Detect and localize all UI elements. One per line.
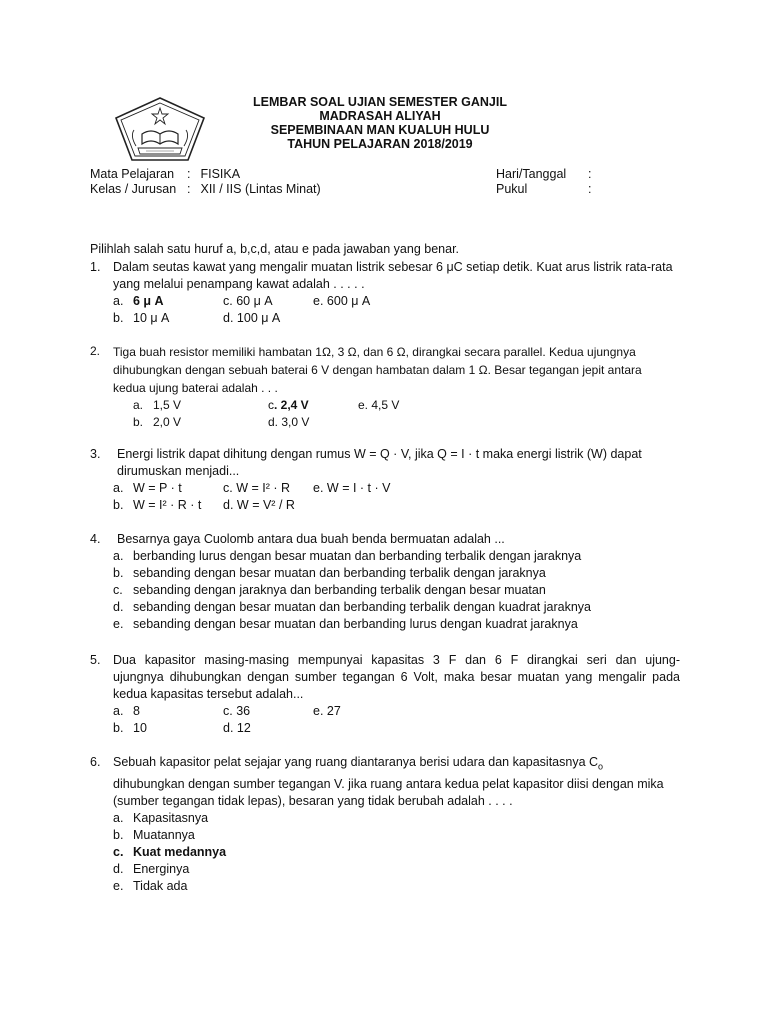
- option-d[interactable]: Energinya: [133, 861, 190, 876]
- option-c[interactable]: . 2,4 V: [274, 398, 309, 412]
- option-e[interactable]: 4,5 V: [371, 398, 400, 412]
- date-label: Hari/Tanggal: [496, 167, 567, 181]
- question-5: 5. Dua kapasitor masing-masing mempunyai kapasitas 3 F dan 6 F dirangkai seri dan ujung- ujungnya dihubungkan dengan sumber tegangan 6 Volt, maka besar muatan yang mengalir pada kedua kapasitas tersebut adalah... a. 8 c. 36 e. 27 b. 10 d. 12: [90, 653, 680, 735]
- option-d[interactable]: W = V² / R: [236, 498, 295, 512]
- class-value: XII / IIS (Lintas Minat): [200, 182, 321, 196]
- exam-info-left: Mata Pelajaran : FISIKA Kelas / Jurusan : XII / IIS (Lintas Minat): [90, 167, 321, 196]
- question-2: 2. Tiga buah resistor memiliki hambatan 1Ω, 3 Ω, dan 6 Ω, dirangkai secara parallel. Kedua ujungnya dihubungkan dengan sebuah baterai 6 V dengan hambatan dalam 1 Ω. Besar tegangan jepit antara kedua ujung baterai adalah . . . a. 1,5 V c. 2,4 V e. 4,5 V b. 2,0 V d. 3,0 V: [90, 344, 642, 429]
- option-a[interactable]: 8: [133, 704, 140, 718]
- option-b[interactable]: Muatannya: [133, 827, 195, 842]
- option-a[interactable]: berbanding lurus dengan besar muatan dan berbanding terbalik dengan jaraknya: [133, 549, 582, 563]
- question-6: 6. Sebuah kapasitor pelat sejajar yang ruang diantaranya berisi udara dan kapasitasnya $C_o$ dihubungkan dengan sumber tegangan V. jika ruang antara kedua pelat kapasitor diisi dengan mika (sumber tegangan tidak lepas), besaran yang tidak berubah adalah . . . . a. Kapasitasnya b. Muatannya c. Kuat medannya d. Energinya e. Tidak ada: [90, 755, 664, 893]
- option-c[interactable]: 36: [236, 704, 251, 718]
- option-a[interactable]: W = P · t: [133, 481, 182, 495]
- question-3: 3. Energi listrik dapat dihitung dengan rumus W = Q · V, jika Q = I · t maka energi listrik (W) dapat dirumuskan menjadi... a. W = P · t c. W = I² · R e. W = I · t · V b. W = I² · R · t d. W = V² / R: [90, 447, 642, 512]
- option-e[interactable]: W = I · t · V: [326, 481, 391, 495]
- option-e[interactable]: 27: [326, 704, 341, 718]
- option-e[interactable]: 600 μ A: [326, 294, 371, 308]
- exam-header: [180, 95, 580, 151]
- option-e[interactable]: sebanding dengan besar muatan dan berbanding lurus dengan kuadrat jaraknya: [133, 617, 578, 631]
- question-1: 1. Dalam seutas kawat yang mengalir muatan listrik sebesar 6 μC setiap detik. Kuat arus listrik rata-rata yang melalui penampang kawat adalah . . . . . a. 6 μ A c. 60 μ A e. 600 μ A b. 10 μ A d. 100 μ A: [90, 260, 673, 325]
- option-d[interactable]: 100 μ A: [236, 311, 281, 325]
- option-b[interactable]: 2,0 V: [153, 415, 182, 429]
- option-d[interactable]: 12: [236, 721, 251, 735]
- header-line-1: LEMBAR SOAL UJIAN SEMESTER GANJIL: [253, 95, 507, 109]
- header-line-3: SEPEMBINAAN MAN KUALUH HULU: [270, 123, 490, 137]
- subject-label: Mata Pelajaran: [90, 167, 175, 181]
- time-label: Pukul: [496, 182, 528, 196]
- option-c[interactable]: 60 μ A: [236, 294, 273, 308]
- option-c[interactable]: sebanding dengan jaraknya dan berbanding terbalik dengan besar muatan: [133, 583, 546, 597]
- option-a[interactable]: 6 μ A: [133, 294, 164, 308]
- option-b[interactable]: 10 μ A: [133, 311, 170, 325]
- option-e[interactable]: Tidak ada: [133, 878, 188, 893]
- option-d[interactable]: 3,0 V: [281, 415, 310, 429]
- subject-value: FISIKA: [200, 167, 241, 181]
- option-b[interactable]: sebanding dengan besar muatan dan berbanding terbalik dengan jaraknya: [133, 566, 546, 580]
- header-line-2: MADRASAH ALIYAH: [319, 109, 441, 123]
- question-4: 4. Besarnya gaya Cuolomb antara dua buah benda bermuatan adalah ... a. berbanding lurus dengan besar muatan dan berbanding terbalik dengan jaraknya b. sebanding dengan besar muatan dan berbanding terbalik dengan jaraknya c. sebanding dengan jaraknya dan berbanding terbalik dengan besar muatan d. sebanding dengan besar muatan dan berbanding terbalik dengan kuadrat jaraknya e. sebanding dengan besar muatan dan berbanding lurus dengan kuadrat jaraknya: [90, 532, 591, 631]
- option-c[interactable]: W = I² · R: [236, 481, 291, 495]
- exam-info-right: Hari/Tanggal : Pukul :: [496, 167, 592, 196]
- class-label: Kelas / Jurusan: [90, 182, 177, 196]
- option-d[interactable]: sebanding dengan besar muatan dan berbanding terbalik dengan kuadrat jaraknya: [133, 600, 591, 614]
- option-b[interactable]: 10: [133, 721, 147, 735]
- option-a[interactable]: Kapasitasnya: [133, 810, 209, 825]
- instruction: Pilihlah salah satu huruf a, b,c,d, atau e pada jawaban yang benar.: [90, 242, 460, 256]
- option-c[interactable]: Kuat medannya: [133, 844, 227, 859]
- header-line-4: TAHUN PELAJARAN 2018/2019: [287, 137, 473, 151]
- option-b[interactable]: W = I² · R · t: [133, 498, 202, 512]
- option-a[interactable]: 1,5 V: [153, 398, 182, 412]
